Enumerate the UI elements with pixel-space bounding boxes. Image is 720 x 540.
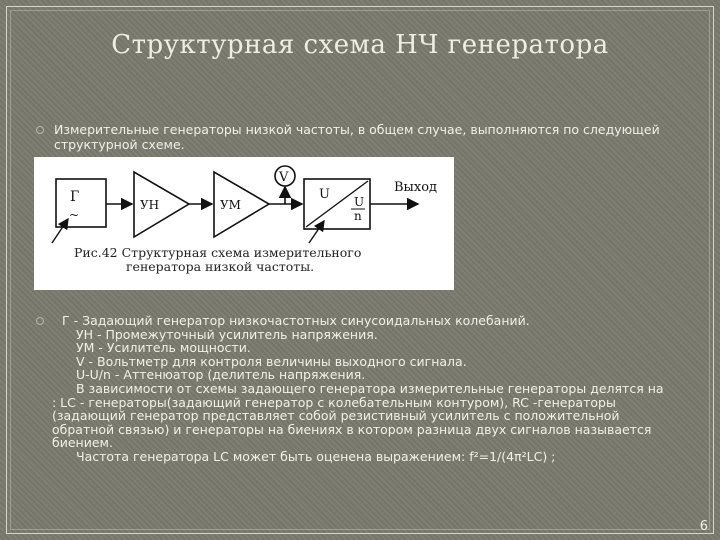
legend-line-6: В зависимости от схемы задающего генератора измерительные генераторы делятся на (76, 380, 664, 396)
um-label: УМ (220, 198, 241, 212)
caption-line-2: генератора низкой частоты. (126, 259, 315, 274)
attenuator-adjust-arrow (309, 221, 324, 243)
generator-label: Г (70, 189, 80, 205)
intro-line-1: Измерительные генераторы низкой частоты, в общем случае, выполняются по следующей (54, 122, 660, 137)
attenuator-fraction-denominator: n (354, 209, 362, 223)
legend-text (52, 314, 692, 464)
generator-adjust-arrow (52, 219, 68, 243)
intro-text (54, 122, 694, 152)
legend-line-9: обратной связью) и генераторы на биениях в котором разница двух сигналов называется (52, 421, 652, 437)
attenuator-fraction-numerator: U (354, 195, 365, 209)
legend-line-5: U-U/n - Аттенюатор (делитель напряжения. (76, 367, 366, 383)
page-number: 6 (699, 519, 708, 534)
legend-line-3: УМ - Усилитель мощности. (76, 340, 251, 356)
un-label: УН (140, 198, 160, 212)
slide-title: Структурная схема НЧ генератора (111, 30, 609, 60)
legend-line-2: УН - Промежуточный усилитель напряжения. (76, 326, 378, 342)
intro-line-2: структурной схеме. (54, 137, 185, 152)
bullet-icon (36, 317, 44, 325)
caption-line-1: Рис.42 Структурная схема измерительного (74, 245, 362, 260)
legend-line-7: : LC - генераторы(задающий генератор с колебательным контуром), RC -генераторы (52, 394, 616, 410)
voltmeter-label: V (279, 170, 289, 185)
legend-line-4: V - Вольтметр для контроля величины выходного сигнала. (76, 353, 467, 369)
legend-line-1: Г - Задающий генератор низкочастотных синусоидальных колебаний. (62, 313, 530, 328)
legend-line-11: Частота генератора LC может быть оценена выражением: f²=1/(4π²LC) ; (76, 448, 556, 464)
generator-tilde: ~ (69, 208, 80, 222)
legend-line-8: (задающий генератор представляет собой резистивный усилитель с положительной (52, 408, 620, 424)
bullet-icon (36, 126, 44, 134)
generator-box (56, 179, 106, 227)
legend-line-10: биением. (52, 435, 113, 451)
figure-caption (74, 246, 394, 274)
attenuator-u-label: U (319, 187, 330, 202)
output-label: Выход (394, 180, 438, 195)
